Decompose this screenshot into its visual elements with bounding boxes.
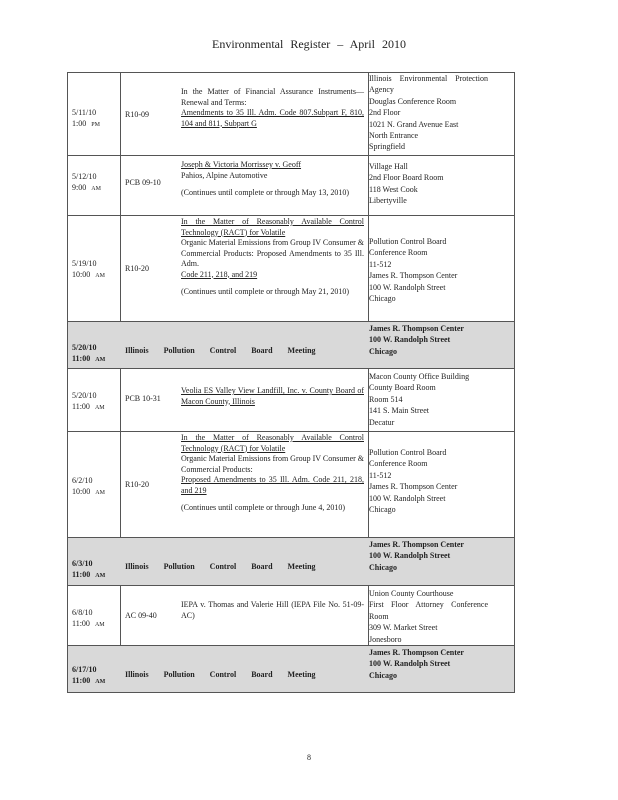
date: 6/2/10 (72, 476, 93, 485)
location-line: 2nd Floor (369, 108, 401, 118)
hearing-row (68, 155, 514, 215)
location-line: Chicago (369, 346, 397, 356)
hearing-row (68, 585, 514, 645)
location-line: Pollution Control Board (369, 448, 447, 457)
case-code: R10-20 (125, 264, 149, 273)
location-line: Macon County Office Building (369, 372, 470, 381)
date-time (72, 342, 105, 366)
matter-line: Code 211, 218, and 219 (181, 269, 258, 279)
case-code: R10-20 (125, 480, 149, 489)
hearing-location (369, 447, 488, 515)
location-line: 11-512 (369, 259, 392, 269)
location-line: James R. Thompson Center (369, 540, 464, 549)
date: 5/11/10 (72, 108, 97, 117)
matter-description (181, 600, 364, 621)
matter-line: In the Matter of Reasonably Available Control Technology (RACT) for Volatile (181, 433, 364, 453)
case-code: PCB 09-10 (125, 178, 161, 187)
time-line (72, 675, 105, 688)
matter-line: (Continues until complete or through June 4, 2010) (181, 503, 345, 512)
matter-line: Organic Material Emissions from Group IV Consumer & Commercial Products: (181, 454, 365, 474)
date: 6/3/10 (72, 559, 93, 568)
location-line: County Board Room (369, 383, 436, 393)
schedule-table (67, 72, 515, 693)
case-code: PCB 10-31 (125, 394, 161, 403)
hearing-location (369, 539, 488, 573)
location-line: Village Hall (369, 162, 408, 171)
matter-line: Proposed Amendments to 35 Ill. Adm. Code 211, 218, and 219 (181, 475, 364, 495)
matter-line: In the Matter of Reasonably Available Control Technology (RACT) for Volatile (181, 217, 364, 237)
location-line: 2nd Floor Board Room (369, 173, 444, 183)
case-code: R10-09 (125, 110, 149, 119)
location-line: James R. Thompson Center (369, 648, 464, 657)
date: 5/20/10 (72, 391, 97, 400)
location-line: Decatur (369, 417, 395, 427)
location-line: 141 S. Main Street (369, 406, 429, 416)
location-line: Conference Room (369, 459, 428, 469)
matter-line: (Continues until complete or through May 13, 2010) (181, 188, 349, 197)
hearing-location (369, 588, 488, 645)
matter-line: In the Matter of Financial Assurance Instruments—Renewal and Terms: (181, 87, 364, 107)
matter-description (181, 160, 364, 199)
date-time (72, 107, 100, 131)
location-line: 100 W. Randolph Street (369, 335, 451, 345)
matter-line: Pahios, Alpine Automotive (181, 170, 268, 180)
date-time (72, 475, 105, 499)
time: 1:00 (72, 119, 87, 128)
date-time (72, 607, 105, 631)
am-pm: AM (95, 357, 106, 363)
location-line: 11-512 (369, 470, 392, 480)
meeting-title: Illinois Pollution Control Board Meeting (125, 562, 316, 571)
am-pm: PM (91, 122, 100, 128)
date-time (72, 171, 101, 195)
location-line: Jonesboro (369, 634, 402, 644)
time-line (72, 486, 105, 499)
time-line (72, 353, 105, 366)
location-line: Illinois Environmental Protection Agency (369, 74, 488, 95)
location-line: Libertyville (369, 196, 407, 206)
location-line: 100 W. Randolph Street (369, 659, 451, 669)
hearing-location (369, 161, 488, 207)
hearing-row (68, 215, 514, 321)
time: 11:00 (72, 619, 90, 628)
location-line: 100 W. Randolph Street (369, 282, 446, 292)
page-number: 8 (307, 753, 311, 762)
time-line (72, 569, 105, 582)
hearing-location (369, 236, 488, 304)
matter-description (181, 386, 364, 407)
meeting-row (68, 537, 514, 585)
matter-line: Veolia ES Valley View Landfill, Inc. v. County Board of Macon County, Illinois (181, 386, 364, 406)
location-line: James R. Thompson Center (369, 482, 458, 492)
date: 5/19/10 (72, 259, 97, 268)
location-line: Douglas Conference Room (369, 96, 457, 106)
time: 11:00 (72, 570, 91, 579)
hearing-location (369, 73, 488, 153)
location-line: 309 W. Market Street (369, 623, 438, 633)
location-line: Room 514 (369, 394, 403, 404)
hearing-location (369, 371, 488, 428)
location-line: 1021 N. Grand Avenue East (369, 119, 459, 129)
time-line (72, 269, 105, 282)
date: 6/17/10 (72, 665, 97, 674)
location-line: Springfield (369, 142, 405, 152)
spacer (181, 280, 364, 287)
matter-line: Joseph & Victoria Morrissey v. Geoff (181, 160, 302, 169)
date-time (72, 664, 105, 688)
time: 11:00 (72, 676, 91, 685)
date-time (72, 258, 105, 282)
time: 10:00 (72, 487, 91, 496)
date: 5/12/10 (72, 172, 97, 181)
matter-line: Amendments to 35 Ill. Adm. Code 807.Subpart F, 810, 104 and 811, Subpart G (181, 108, 364, 128)
hearing-row (68, 431, 514, 537)
time-line (72, 182, 101, 195)
location-line: Conference Room (369, 248, 428, 258)
location-line: James R. Thompson Center (369, 271, 458, 281)
time: 11:00 (72, 354, 91, 363)
location-line: Chicago (369, 294, 396, 304)
location-line: Union County Courthouse (369, 589, 454, 598)
location-line: 118 West Cook (369, 184, 418, 194)
hearing-location (369, 323, 488, 357)
am-pm: AM (95, 490, 105, 496)
am-pm: AM (94, 622, 105, 628)
am-pm: AM (91, 186, 101, 192)
matter-line: IEPA v. Thomas and Valerie Hill (IEPA File No. 51-09-AC) (181, 600, 364, 620)
am-pm: AM (95, 573, 106, 579)
matter-description (181, 433, 364, 514)
location-line: North Entrance (369, 131, 419, 141)
date-time (72, 558, 105, 582)
location-line: Chicago (369, 505, 396, 515)
am-pm: AM (95, 273, 105, 279)
matter-line: Organic Material Emissions from Group IV Consumer & Commercial Products: Proposed Amendments to 35 Ill. Adm. (181, 238, 365, 268)
date: 6/8/10 (72, 608, 93, 617)
location-line: Chicago (369, 562, 397, 572)
case-code: AC 09-40 (125, 611, 157, 620)
time: 11:00 (72, 402, 90, 411)
meeting-title: Illinois Pollution Control Board Meeting (125, 670, 316, 679)
am-pm: AM (95, 679, 106, 685)
location-line: Pollution Control Board (369, 237, 447, 246)
matter-line: (Continues until complete or through May 21, 2010) (181, 287, 349, 296)
page-header: Environmental Register – April 2010 (212, 37, 406, 51)
spacer (181, 496, 364, 503)
hearing-location (369, 647, 488, 681)
date-time (72, 390, 105, 414)
meeting-title: Illinois Pollution Control Board Meeting (125, 346, 316, 355)
time-line (72, 118, 100, 131)
location-line: James R. Thompson Center (369, 324, 464, 333)
matter-description (181, 87, 364, 129)
location-line: First Floor Attorney Conference Room (369, 600, 488, 621)
meeting-row (68, 321, 514, 368)
location-line: Chicago (369, 670, 397, 680)
meeting-row (68, 645, 514, 692)
hearing-row (68, 368, 514, 431)
am-pm: AM (94, 405, 105, 411)
time: 9:00 (72, 183, 87, 192)
time: 10:00 (72, 270, 91, 279)
spacer (181, 181, 364, 188)
matter-description (181, 217, 364, 298)
time-line (72, 401, 105, 414)
date: 5/20/10 (72, 343, 97, 352)
location-line: 100 W. Randolph Street (369, 551, 451, 561)
hearing-row (68, 72, 514, 155)
location-line: 100 W. Randolph Street (369, 493, 446, 503)
time-line (72, 618, 105, 631)
